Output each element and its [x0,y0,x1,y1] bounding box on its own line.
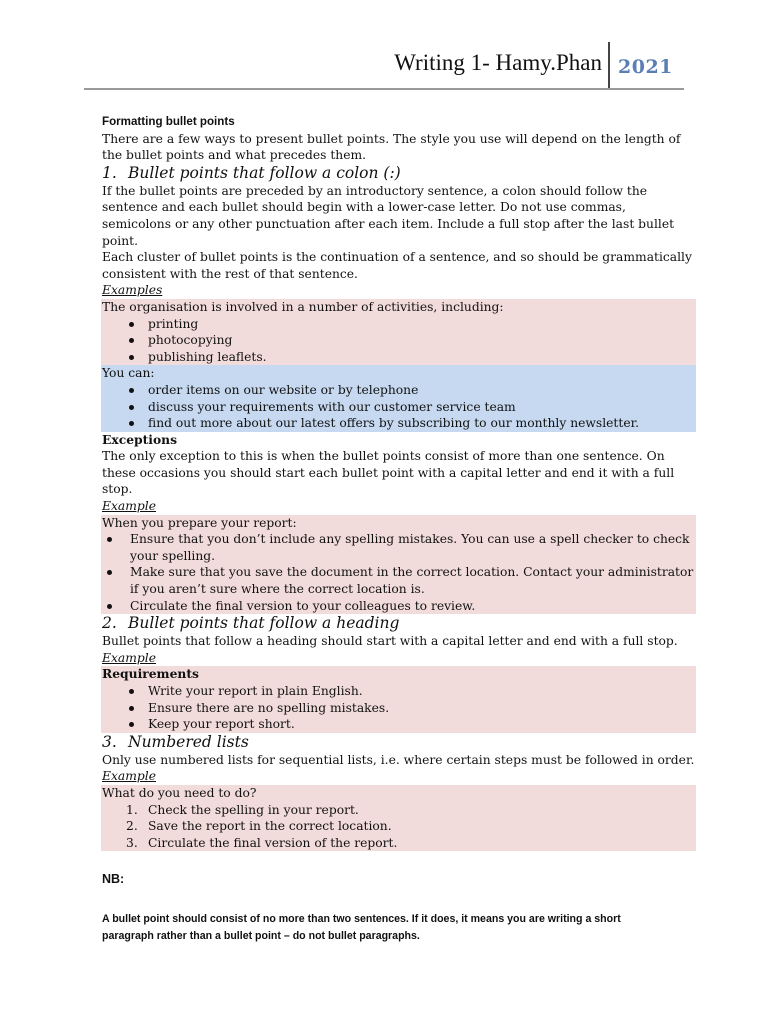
section-2-paragraph: Bullet points that follow a heading should start with a capital letter and end with a full stop. [102,634,678,649]
section-3-title: Numbered lists [128,732,249,751]
document-title: Formatting bullet points [102,115,235,128]
exceptions-paragraph: The only exception to this is when the bullet points consist of more than one sentence. On these occasions you should start each bullet point with a capital letter and end it with a full stop. [102,449,675,497]
list-item-text: Ensure that you don’t include any spelling mistakes. You can use a spell checker to check your spelling. [130,532,690,563]
bullet-icon [129,706,134,711]
list-item-text: Circulate the final version to your colleagues to review. [130,598,476,613]
example-lead: You can: [102,366,155,381]
section-3-paragraph: Only use numbered lists for sequential lists, i.e. where certain steps must be followed in order. [102,752,695,767]
section-1-paragraph-1: If the bullet points are preceded by an introductory sentence, a colon should follow the sentence and each bullet should begin with a lower-case letter. Do not use commas, semicolons or any other punctuation after each item. Include a full stop after the last bullet point. [102,183,675,248]
bullet-icon [107,570,112,575]
list-item [102,399,696,416]
bullet-list [102,683,696,733]
section-1-number: 1. [102,163,117,182]
list-number: 2. [126,819,138,834]
page-header [0,0,768,100]
section-2-heading [102,614,696,633]
list-item [102,700,696,717]
bullet-icon [107,537,112,542]
bullet-icon [129,322,134,327]
list-item [102,316,696,333]
example-box-colon-2 [101,365,696,431]
list-item [102,564,696,597]
section-3-number: 3. [102,732,117,751]
list-item-text: Check the spelling in your report. [148,802,359,817]
example-lead: The organisation is involved in a number of activities, including: [102,299,504,314]
list-item [102,598,696,615]
list-item-text: discuss your requirements with our customer service team [148,399,516,414]
document-body [102,114,696,946]
bullet-list [102,316,696,366]
example-label: Example [102,769,156,784]
list-item-text: Circulate the final version of the report. [148,835,398,850]
header-rule [84,88,684,90]
list-item [102,835,696,852]
list-item-text: find out more about our latest offers by subscribing to our monthly newsletter. [148,416,640,431]
list-item [102,415,696,432]
header-title: Writing 1- Hamy.Phan [394,50,602,75]
list-item-text: Ensure there are no spelling mistakes. [148,700,390,715]
bullet-list [102,382,696,432]
list-item-text: Write your report in plain English. [148,684,363,698]
list-number: 3. [126,835,138,850]
list-item [102,716,696,733]
example-lead: When you prepare your report: [102,515,297,530]
bullet-icon [129,722,134,727]
section-1-heading [102,164,696,183]
bullet-icon [129,689,134,694]
list-item [102,382,696,399]
section-1-paragraph-2: Each cluster of bullet points is the continuation of a sentence, and so should be grammatically consistent with the rest of that sentence. [102,250,692,281]
list-item-text: publishing leaflets. [148,349,267,364]
list-item-text: printing [148,316,199,331]
example-box-exceptions [101,515,696,615]
list-item-text: Make sure that you save the document in the correct location. Contact your administrator if you aren’t sure where the correct location is. [130,565,694,597]
bullet-icon [129,388,134,393]
bullet-icon [129,338,134,343]
final-note: A bullet point should consist of no more than two sentences. If it does, it means you are writing a short paragraph rather than a bullet point – do not bullet paragraphs. [102,912,621,943]
header-divider [608,42,610,88]
bullet-list [102,531,696,614]
numbered-list [102,802,696,852]
list-item [102,332,696,349]
example-label: Example [102,499,156,514]
exceptions-heading: Exceptions [102,431,178,447]
examples-label: Examples [102,283,163,298]
example-lead: What do you need to do? [102,785,257,800]
bullet-icon [129,421,134,426]
section-2-title: Bullet points that follow a heading [128,614,400,633]
header-year: 2021 [618,56,673,78]
intro-paragraph: There are a few ways to present bullet points. The style you use will depend on the length of the bullet points and what precedes them. [102,131,681,163]
example-box-numbered [101,785,696,851]
list-item [102,818,696,835]
section-3-heading [102,733,696,752]
list-item [102,531,696,564]
example-label: Example [102,650,156,665]
section-2-number: 2. [102,614,117,633]
list-item-text: order items on our website or by telephone [148,382,419,397]
example-heading: Requirements [102,666,199,682]
list-item [102,802,696,819]
list-item-text: photocopying [148,333,233,348]
bullet-icon [107,604,112,609]
nb-label: NB: [102,872,125,887]
list-item [102,349,696,366]
example-box-colon-1 [101,299,696,365]
section-1-title: Bullet points that follow a colon (:) [128,163,401,182]
list-item-text: Keep your report short. [148,717,295,732]
list-item-text: Save the report in the correct location. [148,819,392,834]
list-number: 1. [126,802,138,817]
bullet-icon [129,405,134,410]
list-item [102,683,696,700]
example-box-heading [101,666,696,732]
bullet-icon [129,355,134,360]
